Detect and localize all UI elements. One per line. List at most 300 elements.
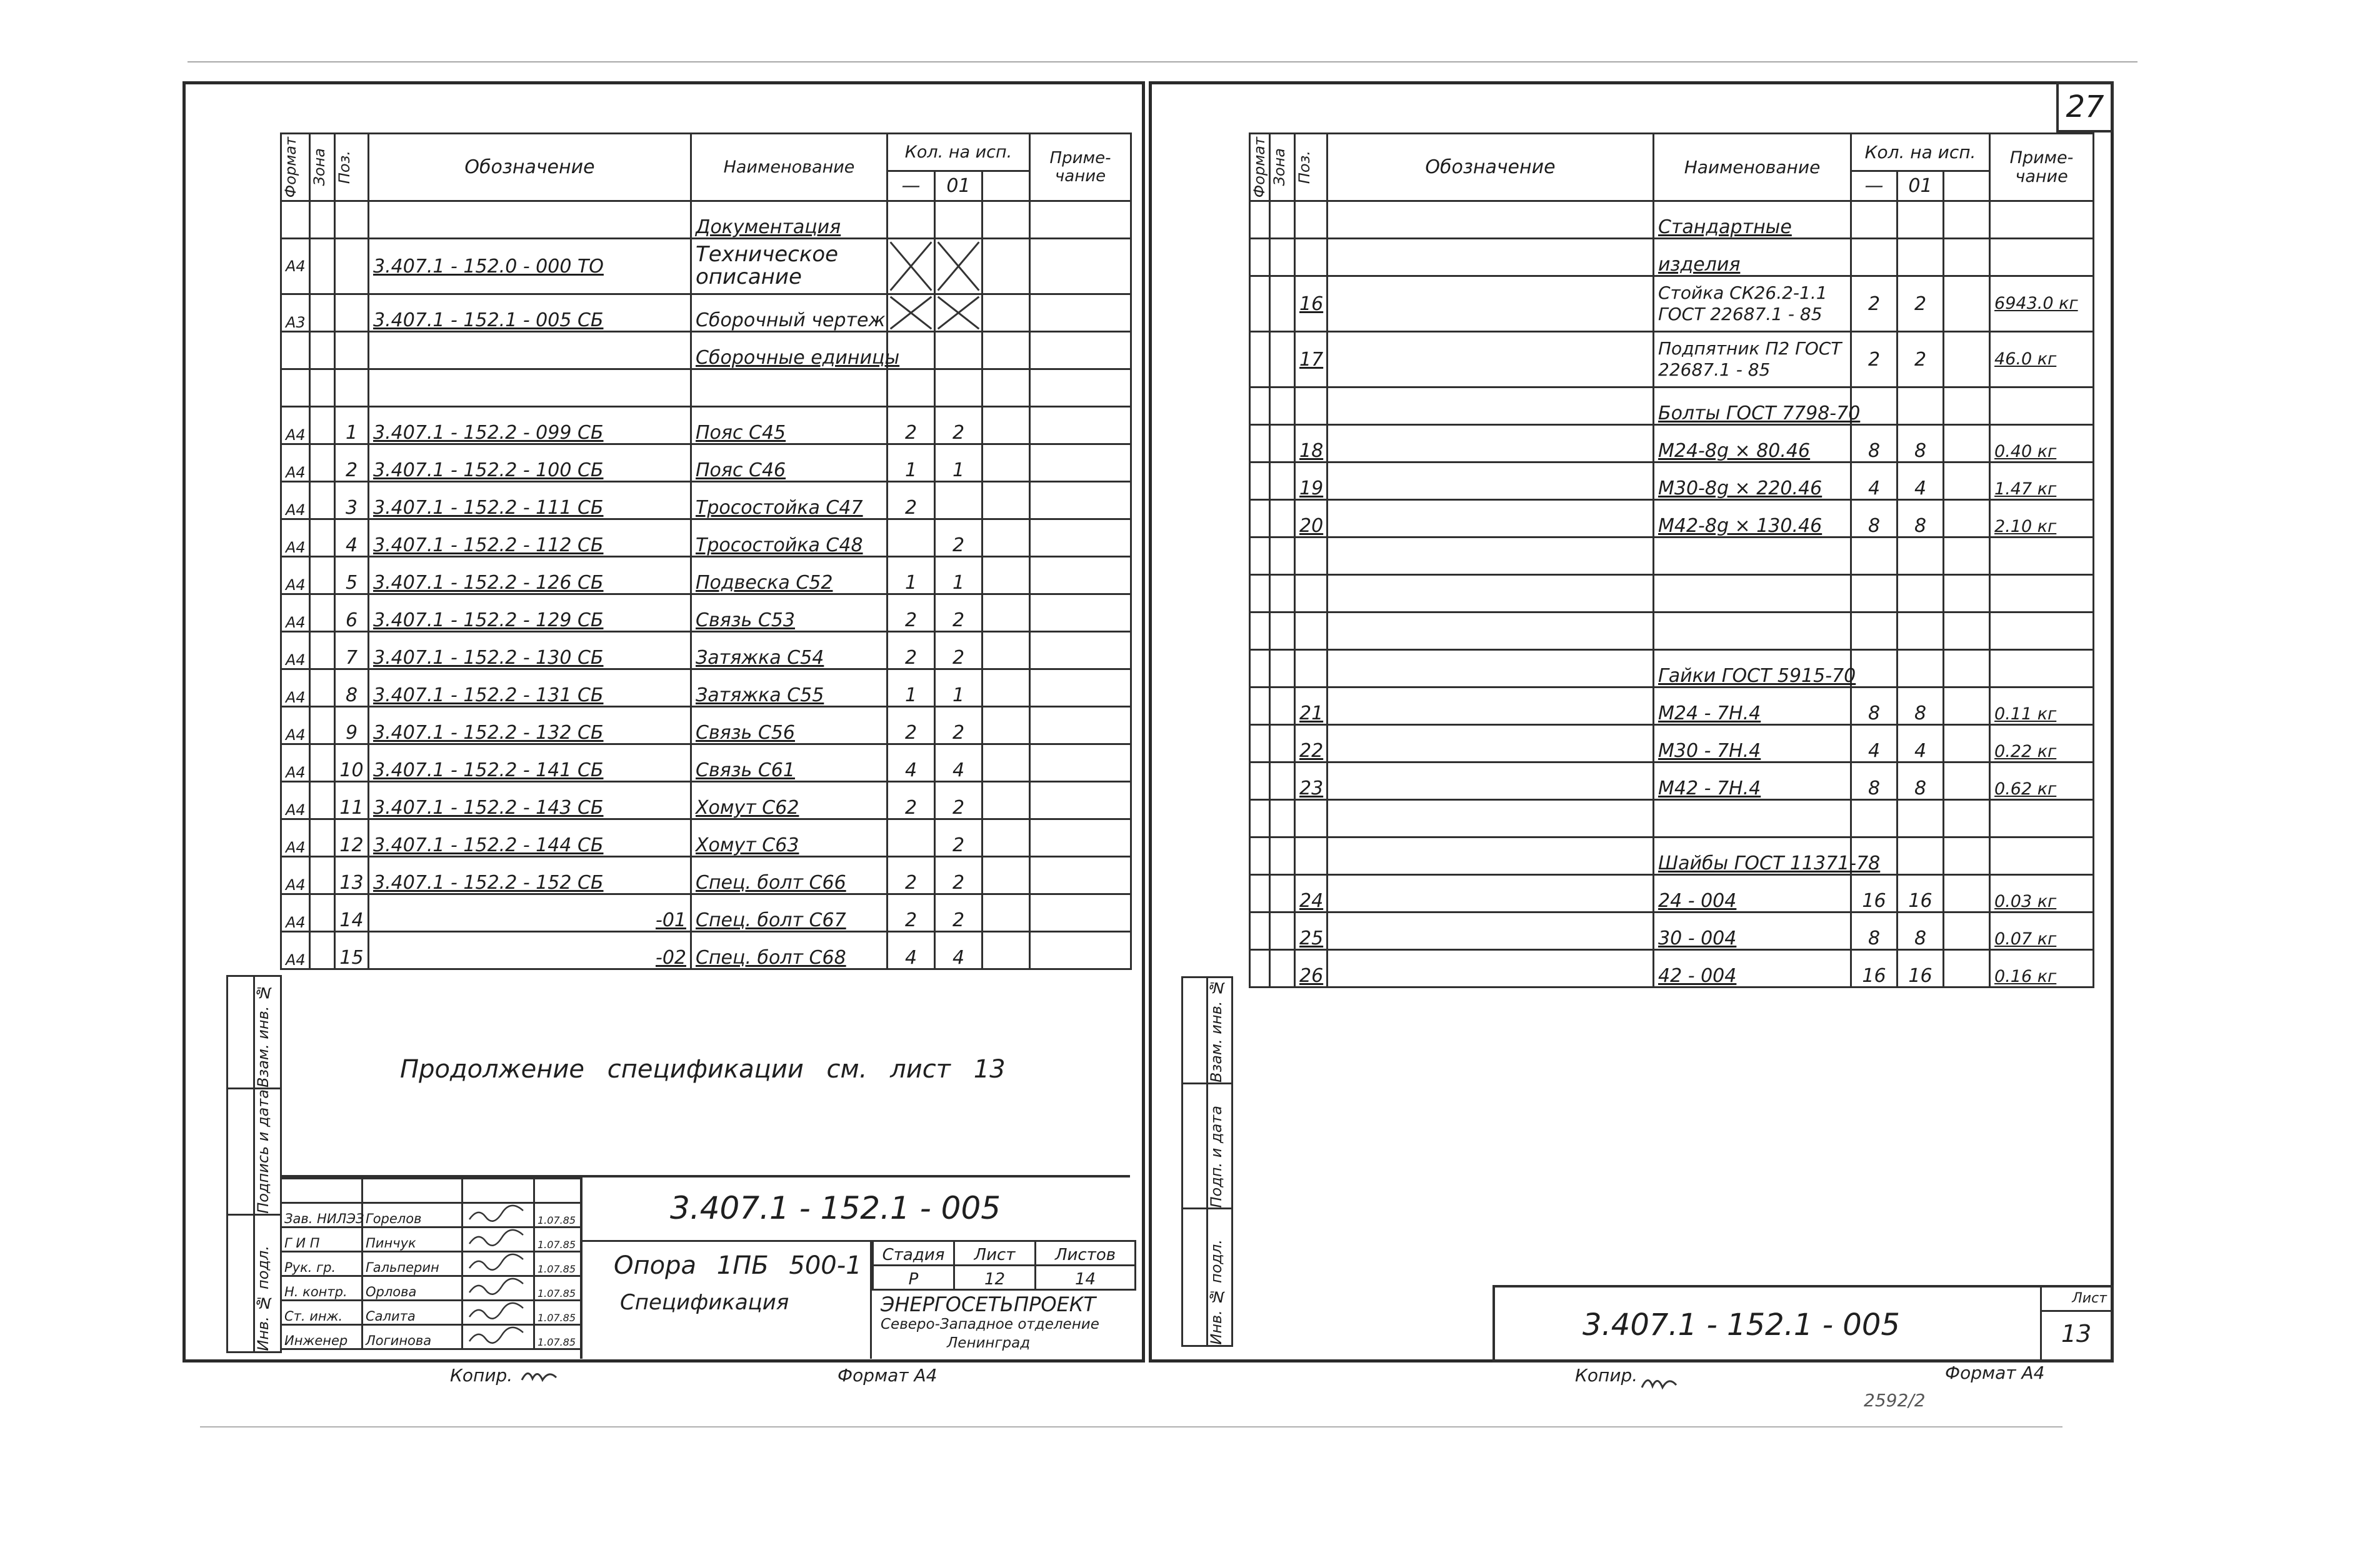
cell-qty-01: [935, 239, 982, 294]
table-row: [281, 482, 1131, 519]
cell-name-text: Подпятник П2 ГОСТ 22687.1 - 85: [1658, 338, 1842, 380]
cell-format-text: А4: [286, 688, 306, 706]
signer-date: [534, 1301, 581, 1325]
cell-qty-dash: [1851, 201, 1898, 239]
cell-qty-01: [1898, 950, 1944, 988]
cell-qty-dash: [1851, 538, 1898, 575]
table-row: [1250, 425, 2094, 462]
cell-qty-01: [935, 444, 982, 482]
cell-zone: [1270, 612, 1295, 650]
cell-qty-dash: [888, 632, 935, 669]
cell-qty-01: [1898, 462, 1944, 500]
cell-qty-extra: [982, 782, 1030, 819]
cell-note: [1030, 482, 1131, 519]
cell-qty-dash-text: 2: [904, 497, 918, 519]
cell-qty-01-text: 1: [952, 572, 965, 594]
cell-pos-text: 9: [345, 722, 358, 744]
cell-qty-01: [1898, 425, 1944, 462]
r-col-designation-header: Обозначение: [1328, 134, 1654, 201]
cell-name-text: Пояс С45: [696, 422, 786, 444]
cell-name-text: Хомут С62: [696, 797, 799, 819]
table-row: [281, 407, 1131, 444]
sheet-value: 12: [954, 1266, 1036, 1290]
cell-format: [281, 782, 310, 819]
cell-qty-01: [935, 369, 982, 407]
cell-qty-dash-text: 1: [904, 572, 918, 594]
left-title-block: [280, 1175, 1130, 1365]
cross-mark: [936, 239, 981, 293]
cell-qty-01-text: 2: [952, 609, 965, 631]
cell-name: [1654, 276, 1851, 332]
table-row: [281, 632, 1131, 669]
cell-pos-text: 15: [339, 947, 364, 969]
cell-note-text: 0.11 кг: [1994, 704, 2057, 724]
cell-designation-text: 3.407.1 - 152.0 - 000 ТО: [373, 255, 604, 278]
table-row: [281, 557, 1131, 594]
cell-pos-text: 24: [1299, 890, 1324, 912]
cell-note-text: 0.03 кг: [1994, 892, 2057, 912]
cell-pos-text: 3: [345, 497, 358, 519]
cell-format: [281, 594, 310, 632]
cell-designation: [1328, 462, 1654, 500]
cell-designation: [1328, 688, 1654, 725]
cell-qty-01: [1898, 875, 1944, 912]
cell-qty-extra: [1944, 332, 1990, 388]
cell-format: [1250, 538, 1270, 575]
cell-designation: [1328, 612, 1654, 650]
cell-note: [1030, 894, 1131, 932]
cell-qty-01: [935, 782, 982, 819]
cell-pos: [1295, 800, 1328, 838]
cell-qty-dash: [1851, 650, 1898, 688]
cell-qty-01-text: 4: [1914, 478, 1927, 499]
cell-pos-text: 4: [345, 534, 358, 556]
cell-qty-dash: [888, 744, 935, 782]
cell-name-text: Хомут С63: [696, 834, 799, 856]
cell-format: [1250, 388, 1270, 425]
cell-format-text: А4: [286, 838, 306, 856]
cell-designation: [1328, 500, 1654, 538]
cell-qty-01: [1898, 332, 1944, 388]
cell-name-text: Болты ГОСТ 7798-70: [1658, 402, 1861, 424]
cell-format: [281, 369, 310, 407]
table-row: [1250, 650, 2094, 688]
cell-note: [1030, 201, 1131, 239]
cell-qty-dash: [888, 294, 935, 332]
cell-qty-01: [935, 707, 982, 744]
cell-qty-01: [1898, 800, 1944, 838]
right-footer-copy: Копир.: [1575, 1365, 1638, 1386]
cell-qty-extra: [982, 201, 1030, 239]
sheet-label: Лист: [954, 1241, 1036, 1266]
cell-zone: [310, 819, 335, 857]
cell-qty-01: [935, 819, 982, 857]
table-row: [1250, 912, 2094, 950]
cell-pos: [1295, 276, 1328, 332]
cell-pos-text: 8: [345, 684, 358, 706]
cell-qty-extra: [982, 707, 1030, 744]
cell-name: [1654, 612, 1851, 650]
cell-designation: [369, 332, 691, 369]
cell-qty-dash-text: 4: [904, 759, 918, 781]
cell-format: [1250, 612, 1270, 650]
r-col-qty-01: 01: [1898, 171, 1944, 201]
cell-qty-01: [935, 857, 982, 894]
cell-designation: [369, 632, 691, 669]
cell-format-text: А4: [286, 426, 306, 444]
cell-designation: [1328, 332, 1654, 388]
cell-designation-text: 3.407.1 - 152.2 - 112 СБ: [373, 534, 604, 556]
right-copy-initials-signature: [1639, 1372, 1682, 1391]
cell-format-text: А4: [286, 257, 306, 275]
cell-qty-dash: [1851, 575, 1898, 612]
cell-qty-dash: [888, 894, 935, 932]
table-row: [281, 519, 1131, 557]
cell-qty-01: [935, 594, 982, 632]
cell-qty-dash-text: 8: [1868, 702, 1881, 724]
table-row: [281, 894, 1131, 932]
cell-qty-extra: [1944, 725, 1990, 762]
cell-pos: [1295, 650, 1328, 688]
cell-note: [1990, 950, 2094, 988]
signer-role: [281, 1276, 362, 1301]
cell-pos: [1295, 239, 1328, 276]
stage-value: Р: [873, 1266, 954, 1290]
cell-name: [691, 332, 900, 369]
cell-designation: [369, 857, 691, 894]
cell-designation: [369, 201, 691, 239]
cell-qty-extra: [1944, 500, 1990, 538]
cell-qty-01: [935, 407, 982, 444]
cell-qty-dash: [1851, 912, 1898, 950]
cell-note: [1990, 838, 2094, 875]
cell-pos-text: 7: [345, 647, 358, 669]
cell-designation-text: 3.407.1 - 152.2 - 143 СБ: [373, 797, 604, 819]
cell-format: [281, 669, 310, 707]
cell-qty-dash: [888, 369, 935, 407]
cell-note: [1990, 875, 2094, 912]
cell-qty-extra: [982, 632, 1030, 669]
cell-name-text: М42-8g × 130.46: [1658, 515, 1822, 537]
cell-note: [1030, 707, 1131, 744]
signer-role: [281, 1301, 362, 1325]
cell-pos-text: 1: [345, 422, 358, 444]
cell-designation: [1328, 276, 1654, 332]
cell-qty-01-text: 16: [1908, 965, 1932, 987]
cell-name: [1654, 332, 1851, 388]
cell-name-text: Стойка СК26.2-1.1 ГОСТ 22687.1 - 85: [1658, 282, 1828, 324]
cell-note: [1990, 800, 2094, 838]
table-row: [281, 932, 1131, 969]
cell-designation: [1328, 838, 1654, 875]
cell-pos: [335, 819, 369, 857]
table-row: [1250, 838, 2094, 875]
col-pos-header: Поз.: [335, 134, 369, 201]
cell-name: [691, 369, 888, 407]
page-corner-number: 27: [2056, 81, 2114, 132]
cell-pos-text: 11: [339, 797, 364, 819]
cell-pos-text: 10: [339, 759, 364, 781]
cell-qty-dash-text: 2: [1868, 292, 1881, 315]
table-row: [1250, 725, 2094, 762]
cell-name-text: Тросостойка С47: [696, 497, 863, 519]
signer-name: [362, 1228, 462, 1252]
cell-designation: [369, 594, 691, 632]
cell-designation: [369, 669, 691, 707]
cell-name-text: Сборочный чертеж: [696, 309, 886, 331]
signer-role-text: Г И П: [284, 1235, 320, 1251]
cell-note: [1990, 912, 2094, 950]
signer-role: [281, 1203, 362, 1228]
cell-zone: [1270, 538, 1295, 575]
signer-date-text: 1.07.85: [538, 1288, 576, 1300]
cell-zone: [310, 557, 335, 594]
cell-pos-text: 13: [339, 872, 364, 894]
cell-designation: [1328, 912, 1654, 950]
cell-pos: [335, 239, 369, 294]
cell-designation-text: 3.407.1 - 152.2 - 152 СБ: [373, 872, 604, 894]
signer-name-text: Логинова: [366, 1332, 432, 1348]
cell-designation: [369, 444, 691, 482]
cell-format-text: А4: [286, 576, 306, 594]
cell-qty-01: [1898, 388, 1944, 425]
cell-note: [1030, 294, 1131, 332]
cell-qty-dash: [888, 519, 935, 557]
handwritten-signature: [466, 1302, 528, 1321]
cell-qty-extra: [982, 332, 1030, 369]
cell-qty-extra: [982, 557, 1030, 594]
cell-pos: [335, 594, 369, 632]
cell-qty-dash: [888, 932, 935, 969]
cell-note: [1990, 538, 2094, 575]
signature-row: [281, 1228, 581, 1252]
col-qty-header: Кол. на исп.: [888, 134, 1030, 171]
cell-designation: [1328, 538, 1654, 575]
cell-qty-01: [1898, 239, 1944, 276]
cell-qty-01: [935, 669, 982, 707]
signature-cell: [462, 1301, 534, 1325]
cell-name-text: 42 - 004: [1658, 965, 1737, 987]
cell-format: [281, 632, 310, 669]
signature-row: [281, 1301, 581, 1325]
cell-name-text: М30 - 7Н.4: [1658, 740, 1761, 762]
cell-qty-dash: [1851, 500, 1898, 538]
cell-pos-text: 26: [1299, 965, 1324, 987]
cell-qty-extra: [982, 594, 1030, 632]
cell-qty-01: [1898, 575, 1944, 612]
cell-name-text: Связь С53: [696, 609, 795, 631]
cell-note: [1990, 332, 2094, 388]
cell-qty-01: [935, 744, 982, 782]
cell-pos-text: 21: [1299, 702, 1324, 724]
cell-qty-dash: [1851, 800, 1898, 838]
cell-pos: [335, 744, 369, 782]
cell-qty-dash-text: 2: [1868, 348, 1881, 371]
cell-qty-dash: [888, 239, 935, 294]
left-spec-table: [280, 132, 1132, 970]
cell-pos: [335, 557, 369, 594]
cell-qty-extra: [1944, 875, 1990, 912]
cell-name-text: Шайбы ГОСТ 11371-78: [1658, 852, 1881, 874]
table-row: [1250, 388, 2094, 425]
cell-format-text: А4: [286, 501, 306, 519]
table-row: [1250, 575, 2094, 612]
cell-qty-dash-text: 4: [1868, 478, 1881, 499]
cell-qty-extra: [982, 744, 1030, 782]
cell-qty-extra: [1944, 462, 1990, 500]
cell-zone: [310, 669, 335, 707]
cell-designation: [1328, 875, 1654, 912]
signature-row: [281, 1325, 581, 1349]
handwritten-signature: [466, 1278, 528, 1296]
cell-zone: [1270, 800, 1295, 838]
table-row: [1250, 950, 2094, 988]
cell-pos-text: 19: [1299, 478, 1324, 499]
cell-name-text: Спец. болт С66: [696, 872, 846, 894]
cell-qty-extra: [1944, 612, 1990, 650]
cell-qty-extra: [982, 894, 1030, 932]
cell-pos: [1295, 612, 1328, 650]
cell-designation-text: 3.407.1 - 152.2 - 131 СБ: [373, 684, 604, 706]
cell-zone: [310, 632, 335, 669]
signer-name-text: Гальперин: [366, 1259, 439, 1275]
cell-format-text: А4: [286, 538, 306, 556]
cell-format-text: А4: [286, 613, 306, 631]
org-city: Ленинград: [947, 1335, 1031, 1351]
cell-qty-dash-text: 8: [1868, 440, 1881, 462]
cell-qty-01: [935, 482, 982, 519]
cell-format-text: А3: [286, 313, 306, 331]
cell-format: [1250, 575, 1270, 612]
sheets-label: Листов: [1036, 1241, 1136, 1266]
cell-format-text: А4: [286, 801, 306, 819]
table-row: [281, 294, 1131, 332]
cell-note: [1990, 688, 2094, 725]
cell-qty-dash-text: 2: [904, 647, 918, 669]
cell-qty-dash: [1851, 462, 1898, 500]
cell-designation: [1328, 575, 1654, 612]
cell-qty-dash-text: 1: [904, 459, 918, 481]
cell-pos: [335, 294, 369, 332]
table-row: [1250, 462, 2094, 500]
cell-pos: [1295, 688, 1328, 725]
table-row: [1250, 612, 2094, 650]
signer-role: [281, 1325, 362, 1349]
table-row: [281, 239, 1131, 294]
signer-date: [534, 1252, 581, 1276]
cell-zone: [310, 707, 335, 744]
cell-note-text: 0.07 кг: [1994, 929, 2057, 949]
table-row: [1250, 239, 2094, 276]
cell-pos-text: 16: [1299, 292, 1324, 315]
cell-pos-text: 2: [345, 459, 358, 481]
cell-qty-01-text: 2: [952, 834, 965, 856]
col-designation-header: Обозначение: [369, 134, 691, 201]
cell-qty-dash-text: 2: [904, 797, 918, 819]
cell-designation: [1328, 388, 1654, 425]
cell-qty-dash: [888, 444, 935, 482]
scan-edge-bottom: [200, 1426, 2062, 1428]
cell-format: [1250, 725, 1270, 762]
cell-zone: [310, 782, 335, 819]
cell-format: [1250, 201, 1270, 239]
cell-note-text: 6943.0 кг: [1994, 294, 2078, 314]
scan-edge-top: [188, 61, 2138, 62]
cell-note-text: 1.47 кг: [1994, 479, 2057, 499]
cell-qty-dash: [888, 857, 935, 894]
cell-note: [1030, 669, 1131, 707]
cell-format: [1250, 462, 1270, 500]
cell-qty-01: [935, 519, 982, 557]
cell-name: [1654, 950, 1851, 988]
cell-pos: [1295, 875, 1328, 912]
table-row: [281, 594, 1131, 632]
cell-designation: [369, 407, 691, 444]
cell-note: [1030, 369, 1131, 407]
r-col-zone-header: Зона: [1270, 134, 1295, 201]
cell-name: [691, 744, 888, 782]
cell-note: [1030, 594, 1131, 632]
cell-zone: [1270, 462, 1295, 500]
cell-zone: [1270, 912, 1295, 950]
stamp-doc-code: 3.407.1 - 152.1 - 005: [670, 1190, 1001, 1226]
cell-qty-dash: [1851, 276, 1898, 332]
cell-designation: [369, 894, 691, 932]
cell-format: [1250, 800, 1270, 838]
cell-pos: [1295, 838, 1328, 875]
cell-format: [281, 819, 310, 857]
cell-name-text: Стандартные: [1658, 216, 1792, 238]
cell-note: [1030, 932, 1131, 969]
cell-format-text: А4: [286, 651, 306, 669]
cell-format-text: А4: [286, 951, 306, 969]
r-col-note-header: Приме- чание: [1990, 134, 2094, 201]
cell-designation: [369, 819, 691, 857]
cell-zone: [310, 894, 335, 932]
cell-format: [1250, 688, 1270, 725]
cell-designation: [369, 369, 691, 407]
handwritten-signature: [466, 1204, 528, 1223]
cell-qty-dash: [1851, 332, 1898, 388]
cell-format: [1250, 875, 1270, 912]
cell-format: [281, 744, 310, 782]
cell-qty-01: [1898, 762, 1944, 800]
cell-format-text: А4: [286, 876, 306, 894]
signature-table: [280, 1178, 582, 1350]
cell-name: [1654, 800, 1851, 838]
handwritten-signature: [466, 1229, 528, 1248]
cell-zone: [1270, 332, 1295, 388]
cell-note: [1990, 276, 2094, 332]
cell-qty-dash: [888, 482, 935, 519]
cell-name: [1654, 575, 1851, 612]
cell-zone: [1270, 650, 1295, 688]
cell-qty-extra: [982, 932, 1030, 969]
cell-designation-text: 3.407.1 - 152.2 - 144 СБ: [373, 834, 604, 856]
cell-name: [1654, 462, 1851, 500]
cell-note: [1990, 500, 2094, 538]
cell-qty-01-text: 8: [1914, 702, 1927, 724]
cell-zone: [1270, 725, 1295, 762]
cell-qty-extra: [1944, 538, 1990, 575]
cell-designation: [369, 557, 691, 594]
sheets-value: 14: [1036, 1266, 1136, 1290]
signer-name: [362, 1203, 462, 1228]
cell-qty-dash-text: 8: [1868, 928, 1881, 949]
signer-name-text: Пинчук: [366, 1235, 416, 1251]
handwritten-signature: [466, 1253, 528, 1272]
cell-name: [1654, 538, 1851, 575]
